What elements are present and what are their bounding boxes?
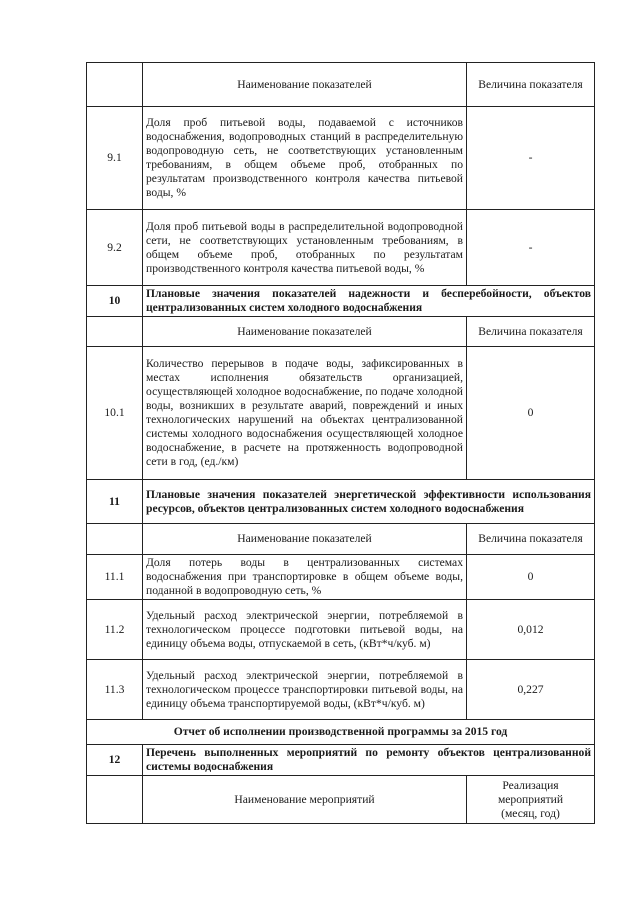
row-number: 10.1 <box>87 347 143 480</box>
section-row <box>87 745 595 776</box>
indicator-name-header: Наименование показателей <box>143 317 467 347</box>
row-description: Удельный расход электрической энергии, потребляемой в технологическом процессе транспортировки питьевой воды, на единицу объема транспортируемой воды, (кВт*ч/куб. м) <box>143 660 467 720</box>
report-title-row <box>87 720 595 745</box>
section-title: Плановые значения показателей энергетической эффективности использования ресурсов, объектов централизованных систем холодного водоснабжения <box>143 480 595 524</box>
implementation-header-line: (месяц, год) <box>501 806 560 820</box>
table-row <box>87 600 595 660</box>
measure-name-header: Наименование мероприятий <box>143 776 467 824</box>
empty-number-cell <box>87 317 143 347</box>
row-description: Доля потерь воды в централизованных системах водоснабжения при транспортировке в общем объеме воды, поданной в водопроводную сеть, % <box>143 555 467 600</box>
indicator-value-header: Величина показателя <box>467 317 595 347</box>
row-number: 11.1 <box>87 555 143 600</box>
row-value: - <box>467 210 595 286</box>
measure-implementation-header <box>467 776 595 824</box>
document-page <box>86 62 594 824</box>
row-value: 0 <box>467 347 595 480</box>
section-number: 10 <box>87 286 143 317</box>
row-description: Доля проб питьевой воды в распределительной водопроводной сети, не соответствующих установленным требованиям, в общем объеме проб, отобранных по результатам производственного контроля качества питьевой воды, % <box>143 210 467 286</box>
table-row <box>87 107 595 210</box>
row-value: 0 <box>467 555 595 600</box>
section-title: Плановые значения показателей надежности и бесперебойности, объектов централизованных систем холодного водоснабжения <box>143 286 595 317</box>
section-number: 12 <box>87 745 143 776</box>
row-number: 11.3 <box>87 660 143 720</box>
row-value: - <box>467 107 595 210</box>
row-number: 11.2 <box>87 600 143 660</box>
section-row <box>87 286 595 317</box>
indicator-name-header: Наименование показателей <box>143 63 467 107</box>
indicators-table <box>86 62 595 824</box>
section-number: 11 <box>87 480 143 524</box>
empty-number-cell <box>87 63 143 107</box>
row-value: 0,012 <box>467 600 595 660</box>
row-description: Удельный расход электрической энергии, потребляемой в технологическом процессе подготовки питьевой воды, на единицу объема воды, отпускаемой в сеть, (кВт*ч/куб. м) <box>143 600 467 660</box>
table-header-row <box>87 776 595 824</box>
implementation-header-line: мероприятий <box>497 792 564 806</box>
section-title: Перечень выполненных мероприятий по ремонту объектов централизованной системы водоснабжения <box>143 745 595 776</box>
table-header-row <box>87 63 595 107</box>
implementation-header-line: Реализация <box>502 778 559 792</box>
row-description: Количество перерывов в подаче воды, зафиксированных в местах исполнения обязательств организацией, осуществляющей холодное водоснабжение, по подаче холодной воды, возникших в результате аварий, повреждений и иных технологических нарушений на объектах централизованной системы холодного водоснабжения осуществляющей холодное водоснабжение, в расчете на протяженность водопроводной сети в год, (ед./км) <box>143 347 467 480</box>
table-row <box>87 210 595 286</box>
table-row <box>87 347 595 480</box>
row-description: Доля проб питьевой воды, подаваемой с источников водоснабжения, водопроводных станций в распределительную водопроводную сеть, не соответствующих установленным требованиям, в общем объеме проб, отобранных по результатам производственного контроля качества питьевой воды, % <box>143 107 467 210</box>
table-header-row <box>87 524 595 555</box>
indicator-value-header: Величина показателя <box>467 63 595 107</box>
table-row <box>87 660 595 720</box>
report-title: Отчет об исполнении производственной программы за 2015 год <box>87 720 595 745</box>
indicator-name-header: Наименование показателей <box>143 524 467 555</box>
row-number: 9.1 <box>87 107 143 210</box>
indicator-value-header: Величина показателя <box>467 524 595 555</box>
row-value: 0,227 <box>467 660 595 720</box>
empty-number-cell <box>87 776 143 824</box>
row-number: 9.2 <box>87 210 143 286</box>
table-header-row <box>87 317 595 347</box>
empty-number-cell <box>87 524 143 555</box>
table-row <box>87 555 595 600</box>
section-row <box>87 480 595 524</box>
